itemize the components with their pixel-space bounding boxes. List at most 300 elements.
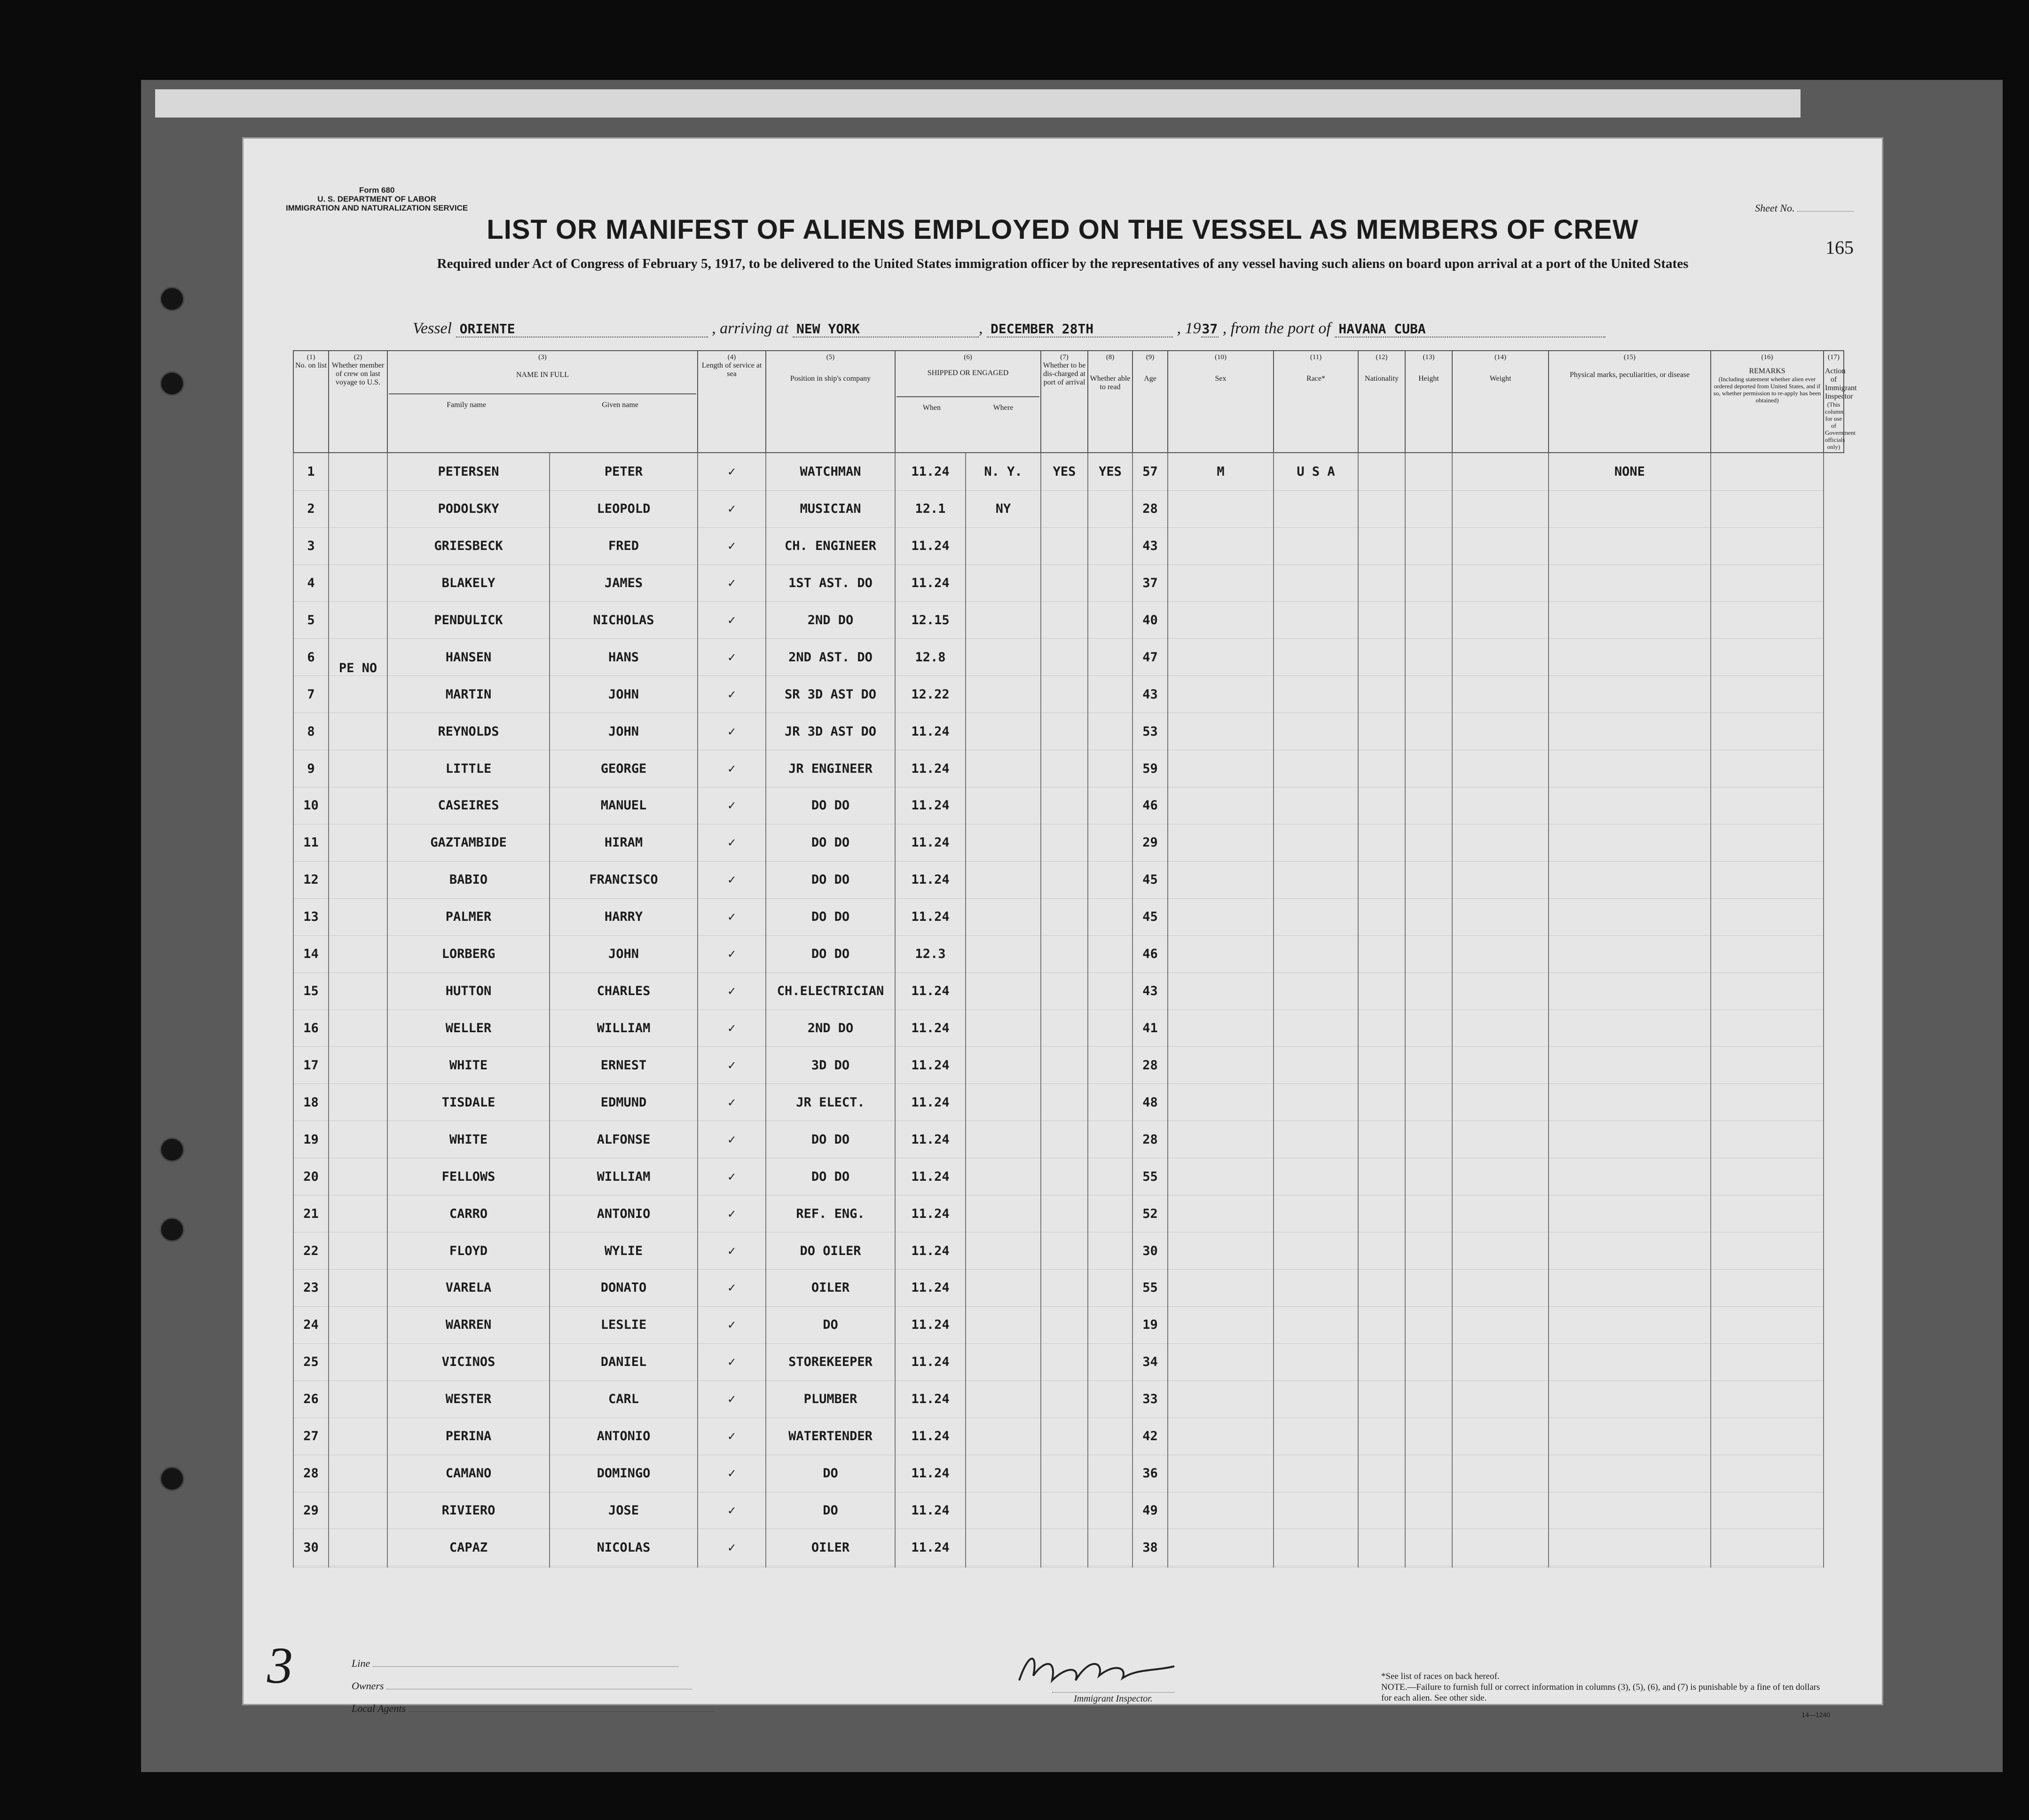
col-able-to-read: (8) Whether able to read xyxy=(1088,351,1132,453)
nationality-cell xyxy=(1358,1381,1405,1418)
last-voyage-cell: PE NO xyxy=(329,639,387,676)
service-check-cell: ✓ xyxy=(698,1047,766,1084)
weight-cell xyxy=(1452,453,1549,490)
when-cell: 11.24 xyxy=(895,1418,966,1455)
height-cell xyxy=(1405,1084,1452,1121)
weight-cell xyxy=(1452,1158,1549,1195)
col-family-name: Family name xyxy=(447,401,487,409)
given-name-cell: JOHN xyxy=(550,713,698,750)
height-cell xyxy=(1405,898,1452,935)
discharged-cell xyxy=(1041,639,1088,676)
height-cell xyxy=(1405,527,1452,565)
last-voyage-cell xyxy=(329,1195,387,1232)
read-cell xyxy=(1088,1047,1132,1084)
where-cell xyxy=(966,713,1041,750)
sex-cell xyxy=(1168,1158,1274,1195)
table-row xyxy=(293,1158,1844,1195)
race-cell xyxy=(1274,1195,1358,1232)
service-check-cell: ✓ xyxy=(698,602,766,639)
given-name-cell: WILLIAM xyxy=(550,1010,698,1047)
discharged-cell xyxy=(1041,1418,1088,1455)
table-row xyxy=(293,1232,1844,1270)
nationality-cell xyxy=(1358,750,1405,787)
family-name-cell: VICINOS xyxy=(387,1343,550,1381)
vessel-label: Vessel xyxy=(413,320,452,337)
height-cell xyxy=(1405,1306,1452,1343)
when-cell: 11.24 xyxy=(895,1455,966,1492)
service-check-cell: ✓ xyxy=(698,1455,766,1492)
row-number: 21 xyxy=(293,1195,329,1232)
nationality-cell xyxy=(1358,1270,1405,1307)
table-row xyxy=(293,1270,1844,1307)
weight-cell xyxy=(1452,861,1549,898)
agents-blank xyxy=(409,1711,714,1712)
family-name-cell: LITTLE xyxy=(387,750,550,787)
discharged-cell: YES xyxy=(1041,453,1088,490)
discharged-cell xyxy=(1041,935,1088,973)
where-cell xyxy=(966,1047,1041,1084)
table-row xyxy=(293,713,1844,750)
form-number-block xyxy=(286,186,468,212)
service-check-cell: ✓ xyxy=(698,490,766,527)
race-cell xyxy=(1274,898,1358,935)
line-label: Line xyxy=(352,1657,370,1669)
height-cell xyxy=(1405,1381,1452,1418)
nationality-cell xyxy=(1358,453,1405,490)
row-number: 27 xyxy=(293,1418,329,1455)
physical-cell xyxy=(1549,602,1711,639)
action-cell xyxy=(1711,490,1824,527)
col-when: When xyxy=(922,404,941,412)
empty-cell xyxy=(1168,1566,1274,1568)
age-cell: 43 xyxy=(1132,527,1168,565)
nationality-cell xyxy=(1358,1121,1405,1158)
action-cell xyxy=(1711,1010,1824,1047)
read-cell xyxy=(1088,602,1132,639)
age-cell: 36 xyxy=(1132,1455,1168,1492)
discharged-cell xyxy=(1041,527,1088,565)
nationality-cell xyxy=(1358,1232,1405,1270)
row-number: 24 xyxy=(293,1306,329,1343)
col-race: (11) Race* xyxy=(1274,351,1358,453)
weight-cell xyxy=(1452,565,1549,602)
row-number: 1 xyxy=(293,453,329,490)
read-cell xyxy=(1088,1121,1132,1158)
race-cell xyxy=(1274,565,1358,602)
age-cell: 43 xyxy=(1132,973,1168,1010)
position-cell: SR 3D AST DO xyxy=(766,676,895,713)
read-cell xyxy=(1088,1158,1132,1195)
discharged-cell xyxy=(1041,1232,1088,1270)
nationality-cell xyxy=(1358,676,1405,713)
last-voyage-cell xyxy=(329,1232,387,1270)
weight-cell xyxy=(1452,1455,1549,1492)
given-name-cell: ALFONSE xyxy=(550,1121,698,1158)
col-where: Where xyxy=(993,404,1014,412)
last-voyage-cell xyxy=(329,1010,387,1047)
physical-cell xyxy=(1549,1010,1711,1047)
footer-fields xyxy=(295,1652,714,1720)
sex-cell xyxy=(1168,1455,1274,1492)
given-name-cell: JAMES xyxy=(550,565,698,602)
sex-cell xyxy=(1168,1343,1274,1381)
physical-cell xyxy=(1549,787,1711,824)
where-cell xyxy=(966,1306,1041,1343)
where-cell xyxy=(966,1270,1041,1307)
position-cell: DO DO xyxy=(766,1121,895,1158)
nationality-cell xyxy=(1358,1306,1405,1343)
where-cell xyxy=(966,1158,1041,1195)
document-title: LIST OR MANIFEST OF ALIENS EMPLOYED ON THE VESSEL AS MEMBERS OF CREW xyxy=(487,214,1639,245)
sex-cell xyxy=(1168,565,1274,602)
binder-hole xyxy=(160,1217,184,1242)
table-row xyxy=(293,1529,1844,1566)
height-cell xyxy=(1405,565,1452,602)
position-cell: DO DO xyxy=(766,935,895,973)
row-number: 17 xyxy=(293,1047,329,1084)
nationality-cell xyxy=(1358,1529,1405,1566)
table-row xyxy=(293,1010,1844,1047)
table-row xyxy=(293,1343,1844,1381)
sex-cell xyxy=(1168,490,1274,527)
discharged-cell xyxy=(1041,1158,1088,1195)
service-check-cell: ✓ xyxy=(698,1343,766,1381)
physical-cell xyxy=(1549,1529,1711,1566)
given-name-cell: MANUEL xyxy=(550,787,698,824)
given-name-cell: NICHOLAS xyxy=(550,602,698,639)
table-row xyxy=(293,1418,1844,1455)
empty-cell xyxy=(966,1566,1041,1568)
given-name-cell: JOHN xyxy=(550,676,698,713)
position-cell: DO DO xyxy=(766,861,895,898)
sex-cell xyxy=(1168,602,1274,639)
table-row xyxy=(293,1381,1844,1418)
position-cell: OILER xyxy=(766,1529,895,1566)
nationality-cell xyxy=(1358,973,1405,1010)
race-cell xyxy=(1274,1418,1358,1455)
given-name-cell: NICOLAS xyxy=(550,1529,698,1566)
last-voyage-cell xyxy=(329,787,387,824)
action-cell xyxy=(1711,824,1824,861)
document-subtitle: Required under Act of Congress of February 5, 1917, to be delivered to the United States immigration officer by the representatives of any vessel having such aliens on board upon arrival at a port of the United States xyxy=(437,256,1689,271)
col-weight: (14) Weight xyxy=(1452,351,1549,453)
position-cell: DO DO xyxy=(766,1158,895,1195)
service-check-cell: ✓ xyxy=(698,750,766,787)
position-cell: DO OILER xyxy=(766,1232,895,1270)
nationality-cell xyxy=(1358,1010,1405,1047)
row-number: 20 xyxy=(293,1158,329,1195)
last-voyage-cell xyxy=(329,1084,387,1121)
given-name-cell: FRED xyxy=(550,527,698,565)
height-cell xyxy=(1405,1158,1452,1195)
family-name-cell: GRIESBECK xyxy=(387,527,550,565)
physical-cell xyxy=(1549,861,1711,898)
age-cell: 48 xyxy=(1132,1084,1168,1121)
where-cell xyxy=(966,1529,1041,1566)
sex-cell xyxy=(1168,1121,1274,1158)
family-name-cell: FELLOWS xyxy=(387,1158,550,1195)
sex-cell xyxy=(1168,824,1274,861)
row-number: 22 xyxy=(293,1232,329,1270)
row-number: 19 xyxy=(293,1121,329,1158)
table-row xyxy=(293,1492,1844,1529)
service-check-cell: ✓ xyxy=(698,1529,766,1566)
last-voyage-cell xyxy=(329,861,387,898)
position-cell: STOREKEEPER xyxy=(766,1343,895,1381)
owners-label: Owners xyxy=(352,1680,384,1692)
service-check-cell: ✓ xyxy=(698,935,766,973)
last-voyage-cell xyxy=(329,490,387,527)
service-check-cell: ✓ xyxy=(698,1084,766,1121)
race-cell xyxy=(1274,1158,1358,1195)
position-cell: CH.ELECTRICIAN xyxy=(766,973,895,1010)
family-name-cell: WESTER xyxy=(387,1381,550,1418)
position-cell: DO xyxy=(766,1306,895,1343)
physical-cell xyxy=(1549,1306,1711,1343)
family-name-cell: TISDALE xyxy=(387,1084,550,1121)
last-voyage-cell xyxy=(329,527,387,565)
row-number: 5 xyxy=(293,602,329,639)
last-voyage-cell xyxy=(329,824,387,861)
last-voyage-cell xyxy=(329,935,387,973)
empty-cell xyxy=(387,1566,550,1568)
when-cell: 11.24 xyxy=(895,1195,966,1232)
when-cell: 11.24 xyxy=(895,824,966,861)
table-row xyxy=(293,639,1844,676)
read-cell: YES xyxy=(1088,453,1132,490)
sex-cell: M xyxy=(1168,453,1274,490)
table-row xyxy=(293,1306,1844,1343)
read-cell xyxy=(1088,527,1132,565)
height-cell xyxy=(1405,1343,1452,1381)
read-cell xyxy=(1088,490,1132,527)
when-cell: 11.24 xyxy=(895,713,966,750)
discharged-cell xyxy=(1041,1270,1088,1307)
binder-hole xyxy=(160,287,184,311)
row-number: 29 xyxy=(293,1492,329,1529)
race-cell xyxy=(1274,787,1358,824)
col-given-name: Given name xyxy=(602,401,638,409)
service-check-cell: ✓ xyxy=(698,787,766,824)
nationality-cell xyxy=(1358,602,1405,639)
last-voyage-cell xyxy=(329,565,387,602)
where-cell xyxy=(966,898,1041,935)
race-cell xyxy=(1274,1529,1358,1566)
discharged-cell xyxy=(1041,676,1088,713)
height-cell xyxy=(1405,602,1452,639)
when-cell: 12.1 xyxy=(895,490,966,527)
empty-cell xyxy=(1711,1566,1824,1568)
height-cell xyxy=(1405,824,1452,861)
race-cell xyxy=(1274,750,1358,787)
given-name-cell: CARL xyxy=(550,1381,698,1418)
physical-cell xyxy=(1549,1195,1711,1232)
agents-label: Local Agents xyxy=(352,1702,406,1714)
height-cell xyxy=(1405,453,1452,490)
discharged-cell xyxy=(1041,787,1088,824)
nationality-cell xyxy=(1358,565,1405,602)
nationality-cell xyxy=(1358,787,1405,824)
position-cell: DO xyxy=(766,1455,895,1492)
age-cell: 53 xyxy=(1132,713,1168,750)
race-cell xyxy=(1274,935,1358,973)
family-name-cell: WARREN xyxy=(387,1306,550,1343)
sex-cell xyxy=(1168,1047,1274,1084)
race-cell xyxy=(1274,602,1358,639)
family-name-cell: CAPAZ xyxy=(387,1529,550,1566)
physical-cell xyxy=(1549,1381,1711,1418)
nationality-cell xyxy=(1358,935,1405,973)
arriving-port: NEW YORK xyxy=(793,321,979,337)
empty-cell xyxy=(1274,1566,1358,1568)
weight-cell xyxy=(1452,1306,1549,1343)
action-cell xyxy=(1711,1270,1824,1307)
position-cell: DO DO xyxy=(766,787,895,824)
col-action-inspector: (17) Action of Immigrant Inspector (This column for use of Government officials only) xyxy=(1824,351,1844,453)
when-cell: 11.24 xyxy=(895,1343,966,1381)
weight-cell xyxy=(1452,1343,1549,1381)
discharged-cell xyxy=(1041,1121,1088,1158)
weight-cell xyxy=(1452,1492,1549,1529)
weight-cell xyxy=(1452,1381,1549,1418)
where-cell xyxy=(966,1381,1041,1418)
physical-cell xyxy=(1549,676,1711,713)
sex-cell xyxy=(1168,1232,1274,1270)
weight-cell xyxy=(1452,1529,1549,1566)
weight-cell xyxy=(1452,973,1549,1010)
read-cell xyxy=(1088,824,1132,861)
sex-cell xyxy=(1168,1084,1274,1121)
nationality-cell xyxy=(1358,527,1405,565)
service-check-cell: ✓ xyxy=(698,861,766,898)
physical-cell xyxy=(1549,527,1711,565)
action-cell xyxy=(1711,1195,1824,1232)
weight-cell xyxy=(1452,935,1549,973)
race-cell xyxy=(1274,1306,1358,1343)
physical-cell xyxy=(1549,1343,1711,1381)
read-cell xyxy=(1088,1343,1132,1381)
given-name-cell: DOMINGO xyxy=(550,1455,698,1492)
read-cell xyxy=(1088,1529,1132,1566)
race-cell xyxy=(1274,1455,1358,1492)
row-number: 30 xyxy=(293,1529,329,1566)
table-row xyxy=(293,1084,1844,1121)
sex-cell xyxy=(1168,639,1274,676)
action-cell xyxy=(1711,750,1824,787)
position-cell: JR 3D AST DO xyxy=(766,713,895,750)
read-cell xyxy=(1088,565,1132,602)
last-voyage-cell xyxy=(329,1343,387,1381)
empty-cell xyxy=(1358,1566,1405,1568)
race-cell xyxy=(1274,861,1358,898)
row-number: 14 xyxy=(293,935,329,973)
read-cell xyxy=(1088,1010,1132,1047)
sex-cell xyxy=(1168,713,1274,750)
race-cell xyxy=(1274,1343,1358,1381)
age-cell: 41 xyxy=(1132,1010,1168,1047)
weight-cell xyxy=(1452,1047,1549,1084)
col-name-in-full: (3) NAME IN FULL Family name Given name xyxy=(387,351,698,453)
row-number: 10 xyxy=(293,787,329,824)
row-number: 7 xyxy=(293,676,329,713)
crew-manifest-table xyxy=(293,350,1857,1568)
service-check-cell: ✓ xyxy=(698,713,766,750)
physical-cell xyxy=(1549,1084,1711,1121)
when-cell: 11.24 xyxy=(895,1084,966,1121)
when-cell: 11.24 xyxy=(895,1381,966,1418)
race-cell xyxy=(1274,527,1358,565)
sex-cell xyxy=(1168,527,1274,565)
last-voyage-cell xyxy=(329,1381,387,1418)
physical-cell xyxy=(1549,898,1711,935)
last-voyage-cell xyxy=(329,453,387,490)
discharged-cell xyxy=(1041,490,1088,527)
service-check-cell: ✓ xyxy=(698,1010,766,1047)
nationality-cell xyxy=(1358,639,1405,676)
table-row xyxy=(293,750,1844,787)
read-cell xyxy=(1088,861,1132,898)
year-prefix: , 19 xyxy=(1177,320,1201,337)
action-cell xyxy=(1711,973,1824,1010)
table-row xyxy=(293,490,1844,527)
physical-cell xyxy=(1549,1270,1711,1307)
given-name-cell: JOHN xyxy=(550,935,698,973)
height-cell xyxy=(1405,1195,1452,1232)
race-cell xyxy=(1274,1121,1358,1158)
sex-cell xyxy=(1168,787,1274,824)
read-cell xyxy=(1088,1492,1132,1529)
empty-cell xyxy=(1041,1566,1088,1568)
service-check-cell: ✓ xyxy=(698,973,766,1010)
col-sex: (10) Sex xyxy=(1168,351,1274,453)
given-name-cell: EDMUND xyxy=(550,1084,698,1121)
table-row xyxy=(293,453,1844,490)
age-cell: 28 xyxy=(1132,1047,1168,1084)
physical-cell xyxy=(1549,1121,1711,1158)
table-row xyxy=(293,935,1844,973)
family-name-cell: PALMER xyxy=(387,898,550,935)
col-nationality: (12) Nationality xyxy=(1358,351,1405,453)
action-cell xyxy=(1711,1047,1824,1084)
empty-cell xyxy=(329,1566,387,1568)
last-voyage-cell xyxy=(329,676,387,713)
given-name-cell: CHARLES xyxy=(550,973,698,1010)
position-cell: DO xyxy=(766,1492,895,1529)
table-row xyxy=(293,1121,1844,1158)
race-cell xyxy=(1274,973,1358,1010)
when-cell: 11.24 xyxy=(895,1529,966,1566)
nationality-cell xyxy=(1358,1158,1405,1195)
weight-cell xyxy=(1452,713,1549,750)
discharged-cell xyxy=(1041,1381,1088,1418)
given-name-cell: HIRAM xyxy=(550,824,698,861)
where-cell xyxy=(966,527,1041,565)
sex-cell xyxy=(1168,1381,1274,1418)
read-cell xyxy=(1088,713,1132,750)
when-cell: 11.24 xyxy=(895,1270,966,1307)
sex-cell xyxy=(1168,1492,1274,1529)
race-cell xyxy=(1274,824,1358,861)
age-cell: 42 xyxy=(1132,1418,1168,1455)
handwritten-number: 3 xyxy=(267,1637,293,1694)
given-name-cell: WILLIAM xyxy=(550,1158,698,1195)
vessel-name: ORIENTE xyxy=(456,321,708,337)
last-voyage-cell xyxy=(329,1492,387,1529)
race-cell xyxy=(1274,713,1358,750)
discharged-cell xyxy=(1041,1195,1088,1232)
discharged-cell xyxy=(1041,824,1088,861)
arrival-year: 37 xyxy=(1202,321,1218,337)
